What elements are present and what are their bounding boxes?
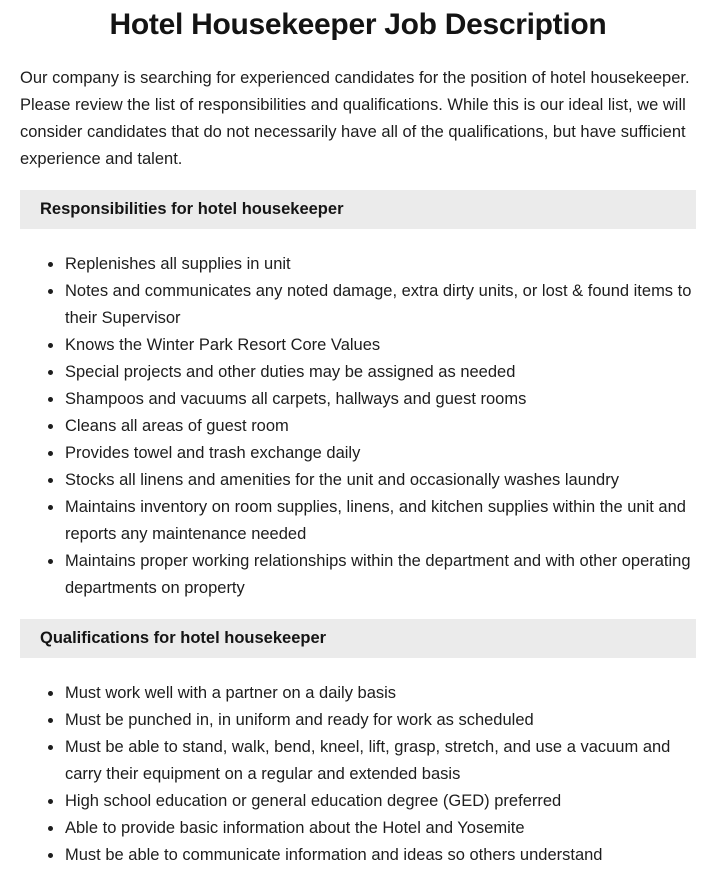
list-item: • Must be punched in, in uniform and ready for work as scheduled (64, 707, 696, 734)
section-qualifications (20, 619, 696, 869)
list-item: • Notes and communicates any noted damage, extra dirty units, or lost & found items to their Supervisor (64, 278, 696, 332)
list-item: • Knows the Winter Park Resort Core Values (64, 332, 696, 359)
page-title: Hotel Housekeeper Job Description (109, 8, 607, 41)
list-item: • Must work well with a partner on a daily basis (64, 680, 696, 707)
responsibilities-list (44, 251, 696, 602)
list-item: • Maintains proper working relationships within the department and with other operating departments on property (64, 548, 696, 602)
list-item: • Stocks all linens and amenities for the unit and occasionally washes laundry (64, 467, 696, 494)
list-item: • Maintains inventory on room supplies, linens, and kitchen supplies within the unit and reports any maintenance needed (64, 494, 696, 548)
intro-paragraph: Our company is searching for experienced candidates for the position of hotel housekeeper. Please review the list of responsibilities and qualifications. While this is our ideal list, we will consider candidates that do not necessarily have all of the qualifications, but have sufficient experience and talent. (20, 69, 690, 168)
list-item: • Special projects and other duties may be assigned as needed (64, 359, 696, 386)
section-heading-responsibilities: Responsibilities for hotel housekeeper (20, 190, 696, 229)
list-item: • Must be able to communicate information and ideas so others understand (64, 842, 696, 869)
list-item: • High school education or general education degree (GED) preferred (64, 788, 696, 815)
list-item: • Replenishes all supplies in unit (64, 251, 696, 278)
list-item: • Provides towel and trash exchange daily (64, 440, 696, 467)
list-item: • Shampoos and vacuums all carpets, hallways and guest rooms (64, 386, 696, 413)
qualifications-list (44, 680, 696, 869)
list-item: • Able to provide basic information about the Hotel and Yosemite (64, 815, 696, 842)
section-responsibilities (20, 190, 696, 602)
list-item: • Must be able to stand, walk, bend, kneel, lift, grasp, stretch, and use a vacuum and carry their equipment on a regular and extended basis (64, 734, 696, 788)
section-heading-qualifications: Qualifications for hotel housekeeper (20, 619, 696, 658)
list-item: • Cleans all areas of guest room (64, 413, 696, 440)
